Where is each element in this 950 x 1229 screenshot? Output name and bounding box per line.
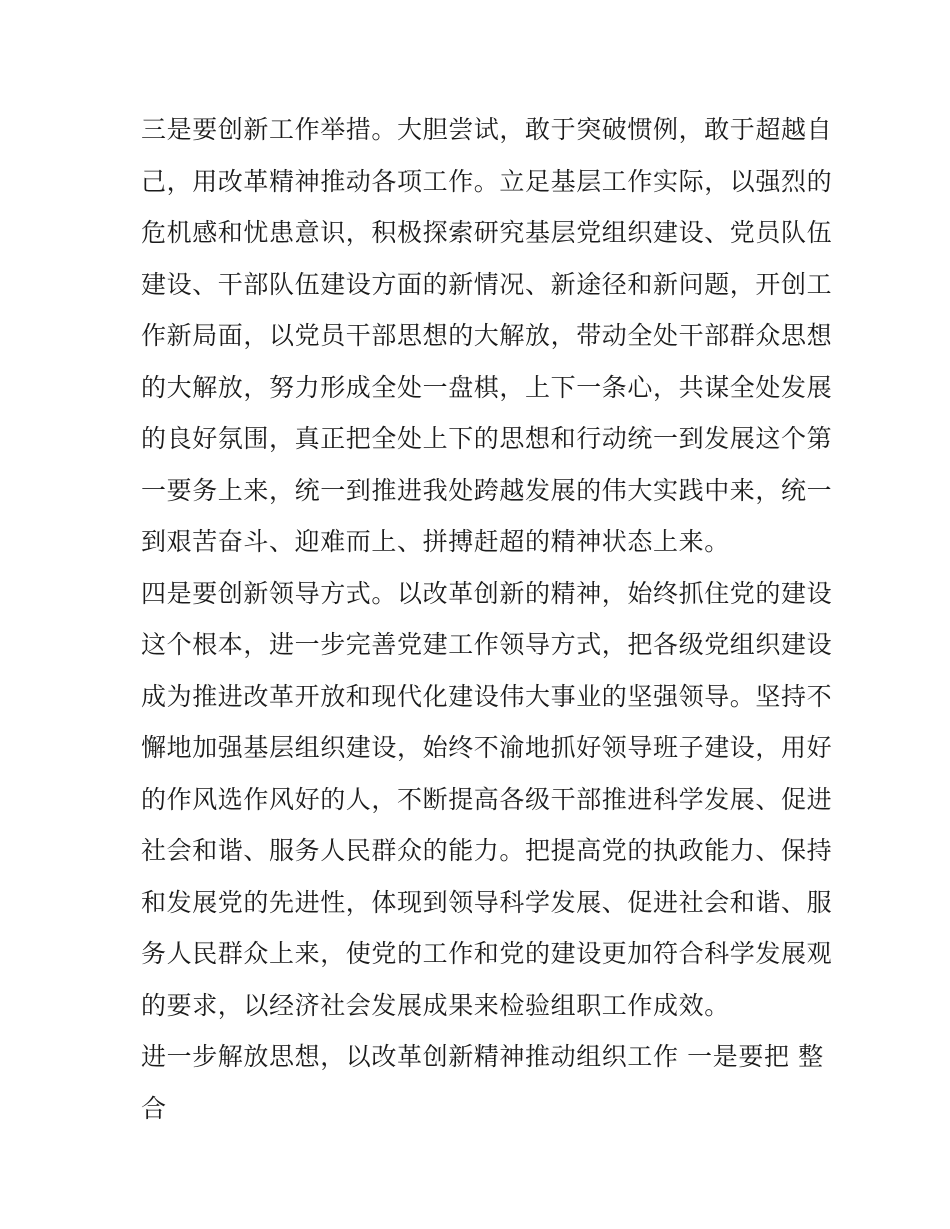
text-line: 务人民群众上来，使党的工作和党的建设更加符合科学发展观 [141,939,833,968]
text-line: 这个根本，进一步完善党建工作领导方式，把各级党组织建设 [141,630,833,659]
paragraph-innovate-leadership [141,568,833,1032]
text-line: 的作风选作风好的人，不断提高各级干部推进科学发展、促进 [141,784,833,814]
text-line: 到艰苦奋斗、迎难而上、拼搏赶超的精神状态上来。 [141,527,730,556]
text-line: 己，用改革精神推动各项工作。立足基层工作实际，以强烈的 [141,166,833,196]
text-line: 三是要创新工作举措。大胆尝试，敢于突破惯例，敢于超越自 [141,115,833,144]
paragraph-emancipate-thinking [141,1031,824,1134]
text-line: 社会和谐、服务人民群众的能力。把提高党的执政能力、保持 [141,836,833,865]
text-line: 的要求，以经济社会发展成果来检验组职工作成效。 [141,990,730,1020]
text-line: 进一步解放思想，以改革创新精神推动组织工作 一是要把 整 [141,1042,824,1071]
text-line: 四是要创新领导方式。以改革创新的精神，始终抓住党的建设 [141,578,833,608]
text-line: 合 [141,1093,167,1123]
text-line: 和发展党的先进性，体现到领导科学发展、促进社会和谐、服 [141,887,833,917]
paragraph-innovate-measures [141,104,833,568]
text-line: 成为推进改革开放和现代化建设伟大事业的坚强领导。坚持不 [141,681,833,711]
text-line: 危机感和忧患意识，积极探索研究基层党组织建设、党员队伍 [141,218,833,247]
text-line: 一要务上来，统一到推进我处跨越发展的伟大实践中来，统一 [141,475,833,505]
text-line: 的大解放，努力形成全处一盘棋，上下一条心，共谋全处发展 [141,372,833,402]
text-line: 的良好氛围，真正把全处上下的思想和行动统一到发展这个第 [141,424,833,453]
text-line: 懈地加强基层组织建设，始终不渝地抓好领导班子建设，用好 [141,733,833,762]
text-line: 建设、干部队伍建设方面的新情况、新途径和新问题，开创工 [141,269,833,299]
document-body [141,104,833,1134]
text-line: 作新局面，以党员干部思想的大解放，带动全处干部群众思想 [141,321,833,350]
